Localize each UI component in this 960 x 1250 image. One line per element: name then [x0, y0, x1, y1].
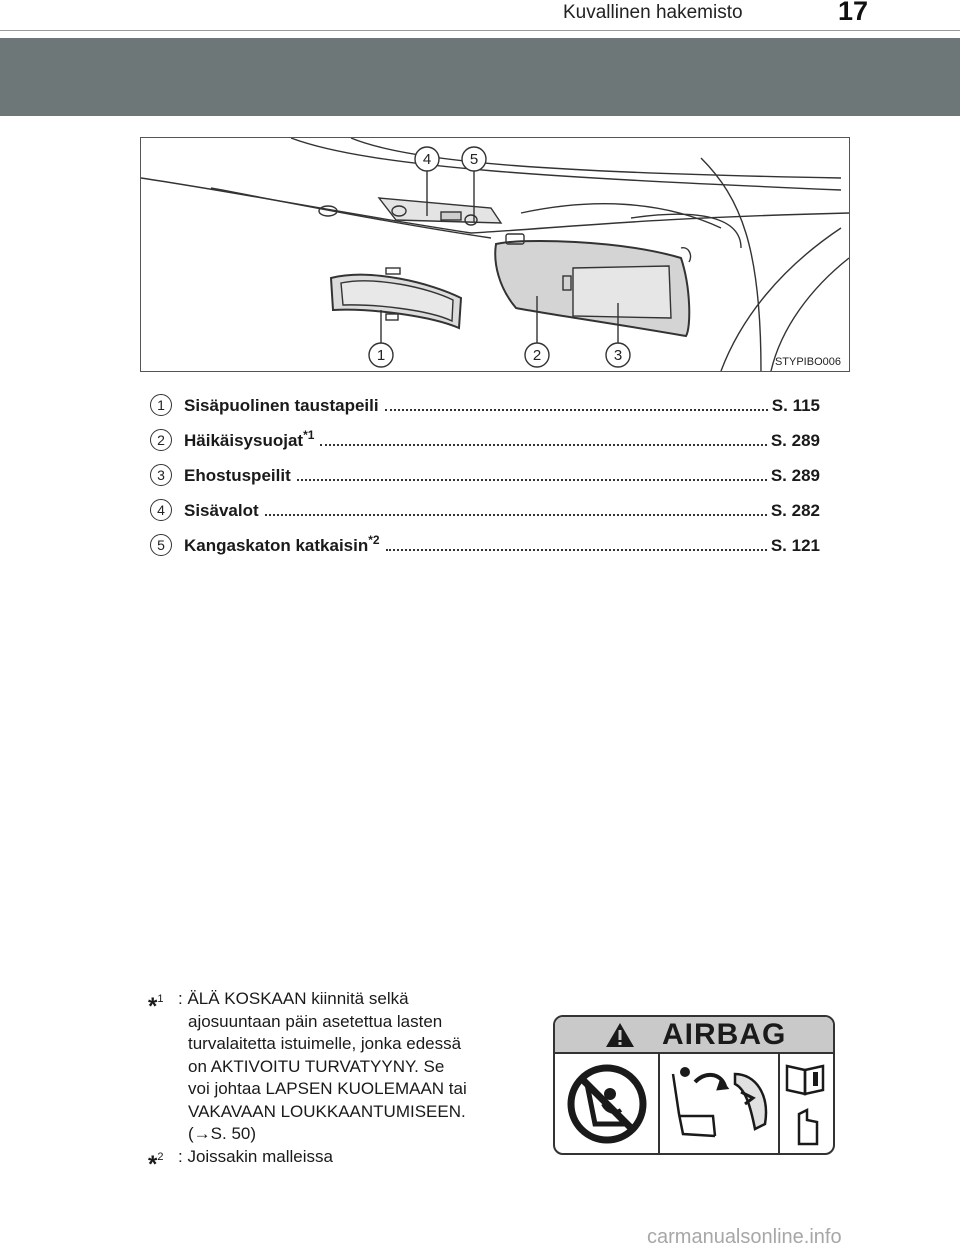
list-item [150, 425, 820, 451]
footnote-text: on AKTIVOITU TURVATYYNY. Se [188, 1056, 445, 1076]
page-number: 17 [838, 0, 869, 26]
read-manual-icon [787, 1066, 823, 1144]
item-page-ref[interactable]: S. 115 [771, 396, 820, 415]
no-rear-facing-seat-icon [571, 1068, 643, 1140]
footnote-2 [148, 1146, 528, 1178]
item-label: Ehostuspeilit [184, 466, 291, 485]
callout-5: 5 [469, 151, 479, 168]
section-banner [0, 38, 960, 116]
airbag-warning-label [553, 1015, 835, 1155]
watermark: carmanualsonline.info [647, 1226, 842, 1248]
footnote-text: VAKAVAAN LOUKKAANTUMISEEN. [188, 1101, 466, 1121]
header-title: Kuvallinen hakemisto [563, 2, 743, 23]
list-item [150, 495, 820, 521]
dot-leader [320, 444, 766, 446]
callout-4: 4 [422, 151, 432, 168]
footnote-ref: *2 [368, 533, 380, 547]
interior-ceiling-illustration [140, 137, 850, 372]
footnote-text: : ÄLÄ KOSKAAN kiinnitä selkä [178, 989, 409, 1008]
dot-leader [265, 514, 767, 516]
callout-2: 2 [532, 347, 542, 364]
item-number-badge: 3 [150, 464, 172, 486]
item-page-ref[interactable]: S. 121 [770, 536, 820, 555]
airbag-label-header [555, 1017, 833, 1054]
airbag-label-body [555, 1054, 833, 1155]
list-item [150, 530, 820, 556]
item-page-ref[interactable]: S. 282 [770, 501, 820, 520]
dot-leader [386, 549, 767, 551]
item-page-ref[interactable]: S. 289 [770, 431, 820, 450]
callout-3: 3 [613, 347, 623, 364]
item-label: Häikäisysuojat$^{*1}$ [184, 428, 315, 450]
footnote-text: : Joissakin malleissa [178, 1146, 333, 1166]
footnote-1 [148, 988, 528, 1146]
footnotes [148, 988, 528, 1178]
dot-leader [297, 479, 767, 481]
airbag-title: AIRBAG [662, 1018, 787, 1051]
item-label: Sisäpuolinen taustapeili [184, 396, 379, 415]
footnote-marker: *$^2$ [148, 1150, 164, 1178]
page-header [0, 0, 960, 30]
footnote-text: turvalaitetta istuimelle, jonka edessä [188, 1034, 462, 1053]
footnote-text: ajosuuntaan päin asetettua lasten [188, 1011, 443, 1031]
item-number-badge: 5 [150, 534, 172, 556]
item-number-badge: 4 [150, 499, 172, 521]
item-page-ref[interactable]: S. 289 [770, 466, 820, 485]
list-item [150, 460, 820, 486]
footnote-ref: *1 [303, 428, 315, 442]
header-rule [0, 30, 960, 31]
airbag-deploy-seat-icon [673, 1067, 766, 1136]
dot-leader [385, 409, 768, 411]
item-label: Sisävalot [184, 501, 259, 520]
footnote-text: voi johtaa LAPSEN KUOLEMAAN tai [188, 1079, 467, 1098]
label-divider [778, 1054, 780, 1155]
footnote-page-link[interactable]: (→S. 50) [188, 1124, 257, 1143]
label-divider [658, 1054, 660, 1155]
list-item [150, 390, 820, 416]
item-number-badge: 1 [150, 394, 172, 416]
ceiling-drawing [141, 138, 849, 371]
figure-code: STYPIBO006 [774, 356, 841, 368]
callout-1: 1 [376, 347, 386, 364]
item-number-badge: 2 [150, 429, 172, 451]
warning-triangle-icon [605, 1022, 635, 1048]
footnote-marker: *$^1$ [148, 993, 164, 1020]
item-label: Kangaskaton katkaisin$^{*2}$ [184, 533, 380, 555]
